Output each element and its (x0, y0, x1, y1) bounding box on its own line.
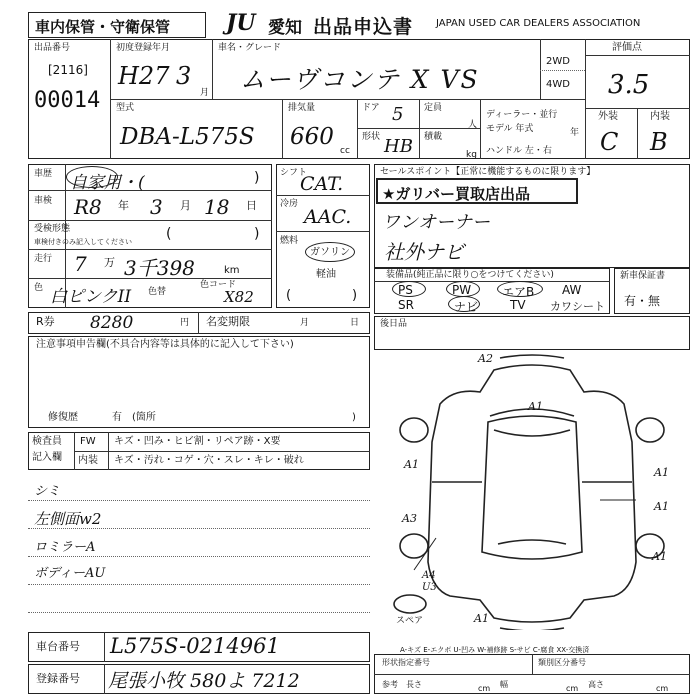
ac-label: 冷房 (280, 199, 299, 209)
model-value: DBA-L575S (120, 124, 255, 150)
mileage-man-unit: 万 (104, 256, 115, 269)
diag-legend: A-キズ E-エクボ U-凹み W-補修跡 S-サビ C-腐食 XX-交換済 (400, 646, 590, 654)
inspector-int-items: キズ・汚れ・コゲ・穴・スレ・キレ・破れ (114, 455, 304, 466)
ac-value: AAC. (304, 206, 352, 228)
capacity-unit: 人 (468, 120, 478, 130)
remark-3: ロミラーA (34, 540, 96, 555)
equip-leather: カワシート (550, 300, 605, 313)
shape-spec-label: 形状指定番号 (382, 658, 430, 667)
inspection-label: 車検 (34, 196, 53, 206)
car-name-value: ムーヴコンテ X VS (240, 65, 480, 94)
diag-a1-left: A1 (404, 458, 419, 471)
recycle-label: R券 (36, 315, 55, 328)
width-cm: cm (566, 684, 579, 693)
inspection-month-unit: 月 (180, 199, 191, 212)
inspection-month: 3 (150, 195, 163, 219)
height-cm: cm (656, 684, 669, 693)
recycle-yen: 円 (180, 318, 190, 328)
dealer-model-year: モデル 年式 (486, 124, 534, 134)
height-label: 高さ (588, 680, 604, 689)
equip-tv: TV (510, 298, 526, 312)
notes-label: 注意事項申告欄(不具合内容等は具体的に記入して下さい) (36, 339, 294, 350)
equip-airbag: エアB (502, 285, 535, 299)
brand-region: 愛知 (268, 18, 302, 38)
sales-banner: ★ガリバー買取店出品 (382, 185, 530, 203)
model-label: 型式 (116, 103, 135, 113)
diag-a1-right: A1 (654, 466, 669, 479)
color-label: 色 (34, 283, 44, 293)
diag-a1-rr: A1 (652, 550, 667, 563)
lot-label: 出品番号 (34, 43, 71, 53)
storage-label: 車内保管・守衛保管 (35, 18, 171, 36)
name-change-month: 月 (300, 318, 310, 328)
sales-point-label: セールスポイント【正常に機能するものに限ります】 (380, 167, 596, 177)
repair-location-close: ) (352, 412, 356, 423)
grade-int: B (650, 128, 668, 156)
usage-close: ) (254, 170, 260, 186)
repair-value: 有 (112, 412, 122, 423)
load-label: 積載 (424, 132, 443, 142)
car-name-label: 車名・グレード (218, 43, 282, 53)
equip-ps: PS (398, 283, 413, 297)
diag-a4: A4 (422, 570, 436, 581)
length-label: 長さ (406, 680, 422, 689)
diag-a2: A2 (478, 352, 493, 365)
diag-a1-rear: A1 (474, 612, 489, 625)
inspection-day-unit: 日 (246, 199, 257, 212)
first-reg-year: H27 (118, 62, 170, 90)
drive-2wd: 2WD (546, 56, 570, 67)
usage-label: 車歴 (34, 169, 53, 179)
color-code: X82 (224, 288, 254, 306)
repair-label: 修復歴 (48, 412, 78, 423)
warranty-label: 新車保証書 (620, 271, 666, 281)
mileage-rest: 3千398 (124, 256, 195, 280)
diag-spare: スペア (396, 616, 424, 626)
dealer-handle: ハンドル 左・右 (486, 146, 552, 156)
sales-line2: 社外ナビ (384, 240, 464, 264)
mileage-man: 7 (74, 252, 87, 276)
inspector-fw: FW (80, 436, 96, 447)
type-spec-label: 類別区分番号 (538, 658, 586, 667)
lot-sub: [2116] (48, 63, 88, 77)
equip-pw: PW (452, 283, 472, 297)
color-change-label: 色替 (148, 287, 167, 297)
name-change-label: 名変期限 (206, 315, 250, 328)
usage-circle (66, 166, 118, 188)
form-title: 出品申込書 (313, 16, 414, 38)
doors-label: ドア (362, 103, 380, 113)
reception-close: ) (254, 226, 260, 242)
inspection-era: R8 (74, 195, 102, 219)
grade-label: 評価点 (612, 42, 642, 53)
length-cm: cm (478, 684, 491, 693)
fuel-circle (305, 242, 355, 262)
equip-aw: AW (562, 283, 582, 297)
inspector-interior: 内装 (78, 455, 98, 466)
first-reg-label: 初度登録年月 (116, 43, 171, 53)
aftermarket-section (374, 316, 690, 350)
first-reg-month: 3 (176, 62, 192, 90)
reception-open: ( (166, 226, 172, 242)
inspection-day: 18 (204, 195, 230, 219)
displacement-label: 排気量 (288, 103, 316, 113)
remark-2: 左側面w2 (34, 510, 102, 528)
fuel-close: ) (352, 288, 358, 303)
color-code-label: 色コード (200, 280, 237, 290)
capacity-label: 定員 (424, 103, 443, 113)
equip-navi: ナビ (454, 300, 479, 314)
ju-logo: JU (226, 10, 256, 36)
dealer-year-unit: 年 (570, 128, 580, 138)
fuel-label: 燃料 (280, 236, 299, 246)
registration-value: 尾張小牧 580よ 7212 (108, 670, 300, 692)
diag-a1-roof: A1 (528, 400, 543, 413)
reception-note: 車検付きのみ記入してください (34, 238, 132, 246)
repair-location: (箇所 (132, 412, 156, 423)
fuel-diesel: 軽油 (316, 269, 336, 280)
registration-label: 登録番号 (36, 672, 80, 685)
grade-score: 3.5 (608, 70, 650, 100)
width-label: 幅 (500, 680, 508, 689)
diag-a1-rightlow: A1 (654, 500, 669, 513)
name-change-day: 日 (350, 318, 360, 328)
fuel-gasoline: ガソリン (310, 247, 350, 258)
inspector-label2: 記入欄 (32, 452, 62, 463)
grade-ext: C (600, 128, 619, 156)
inspector-label1: 検査員 (32, 436, 62, 447)
reception-label: 受検形態 (34, 224, 71, 234)
dealer-parallel: ディーラー・並行 (486, 110, 558, 120)
doors-value: 5 (392, 104, 404, 125)
lot-number: 00014 (34, 88, 101, 113)
drive-4wd: 4WD (546, 79, 570, 90)
aftermarket-label: 後日品 (380, 319, 408, 329)
recycle-section (28, 312, 370, 334)
recycle-value: 8280 (90, 313, 134, 333)
chassis-label: 車台番号 (36, 640, 80, 653)
fuel-open: ( (286, 288, 292, 303)
displacement-unit: cc (340, 146, 350, 156)
color-value: 白ピンクII (50, 287, 132, 307)
shape-value: HB (384, 136, 413, 157)
equip-sr: SR (398, 298, 414, 312)
diag-u3: U3 (422, 582, 437, 593)
remark-1: シミ (34, 484, 61, 499)
remark-4: ボディーAU (34, 566, 106, 581)
chassis-value: L575S-0214961 (110, 634, 280, 658)
grade-ext-label: 外装 (598, 111, 618, 122)
load-unit: kg (466, 150, 477, 160)
sales-line1: ワンオーナー (382, 212, 490, 233)
association-name: JAPAN USED CAR DEALERS ASSOCIATION (436, 18, 641, 29)
ref-label: 参考 (382, 680, 398, 689)
first-reg-month-unit: 月 (200, 88, 210, 98)
shift-value: CAT. (300, 173, 344, 195)
inspector-fw-items: キズ・凹み・ヒビ割・リペア跡・X要 (114, 436, 281, 447)
grade-int-label: 内装 (650, 111, 670, 122)
shape-label: 形状 (362, 132, 381, 142)
warranty-value: 有・無 (624, 294, 661, 308)
inspection-year-unit: 年 (118, 199, 129, 212)
usage-value: 自家用・( (70, 173, 145, 193)
displacement-value: 660 (290, 124, 334, 150)
mileage-unit: km (224, 265, 240, 276)
shift-label: シフト (280, 168, 308, 178)
equipment-label: 装備品(純正品に限り○をつけてください) (386, 270, 554, 280)
diag-a3: A3 (402, 512, 417, 525)
mileage-label: 走行 (34, 254, 53, 264)
